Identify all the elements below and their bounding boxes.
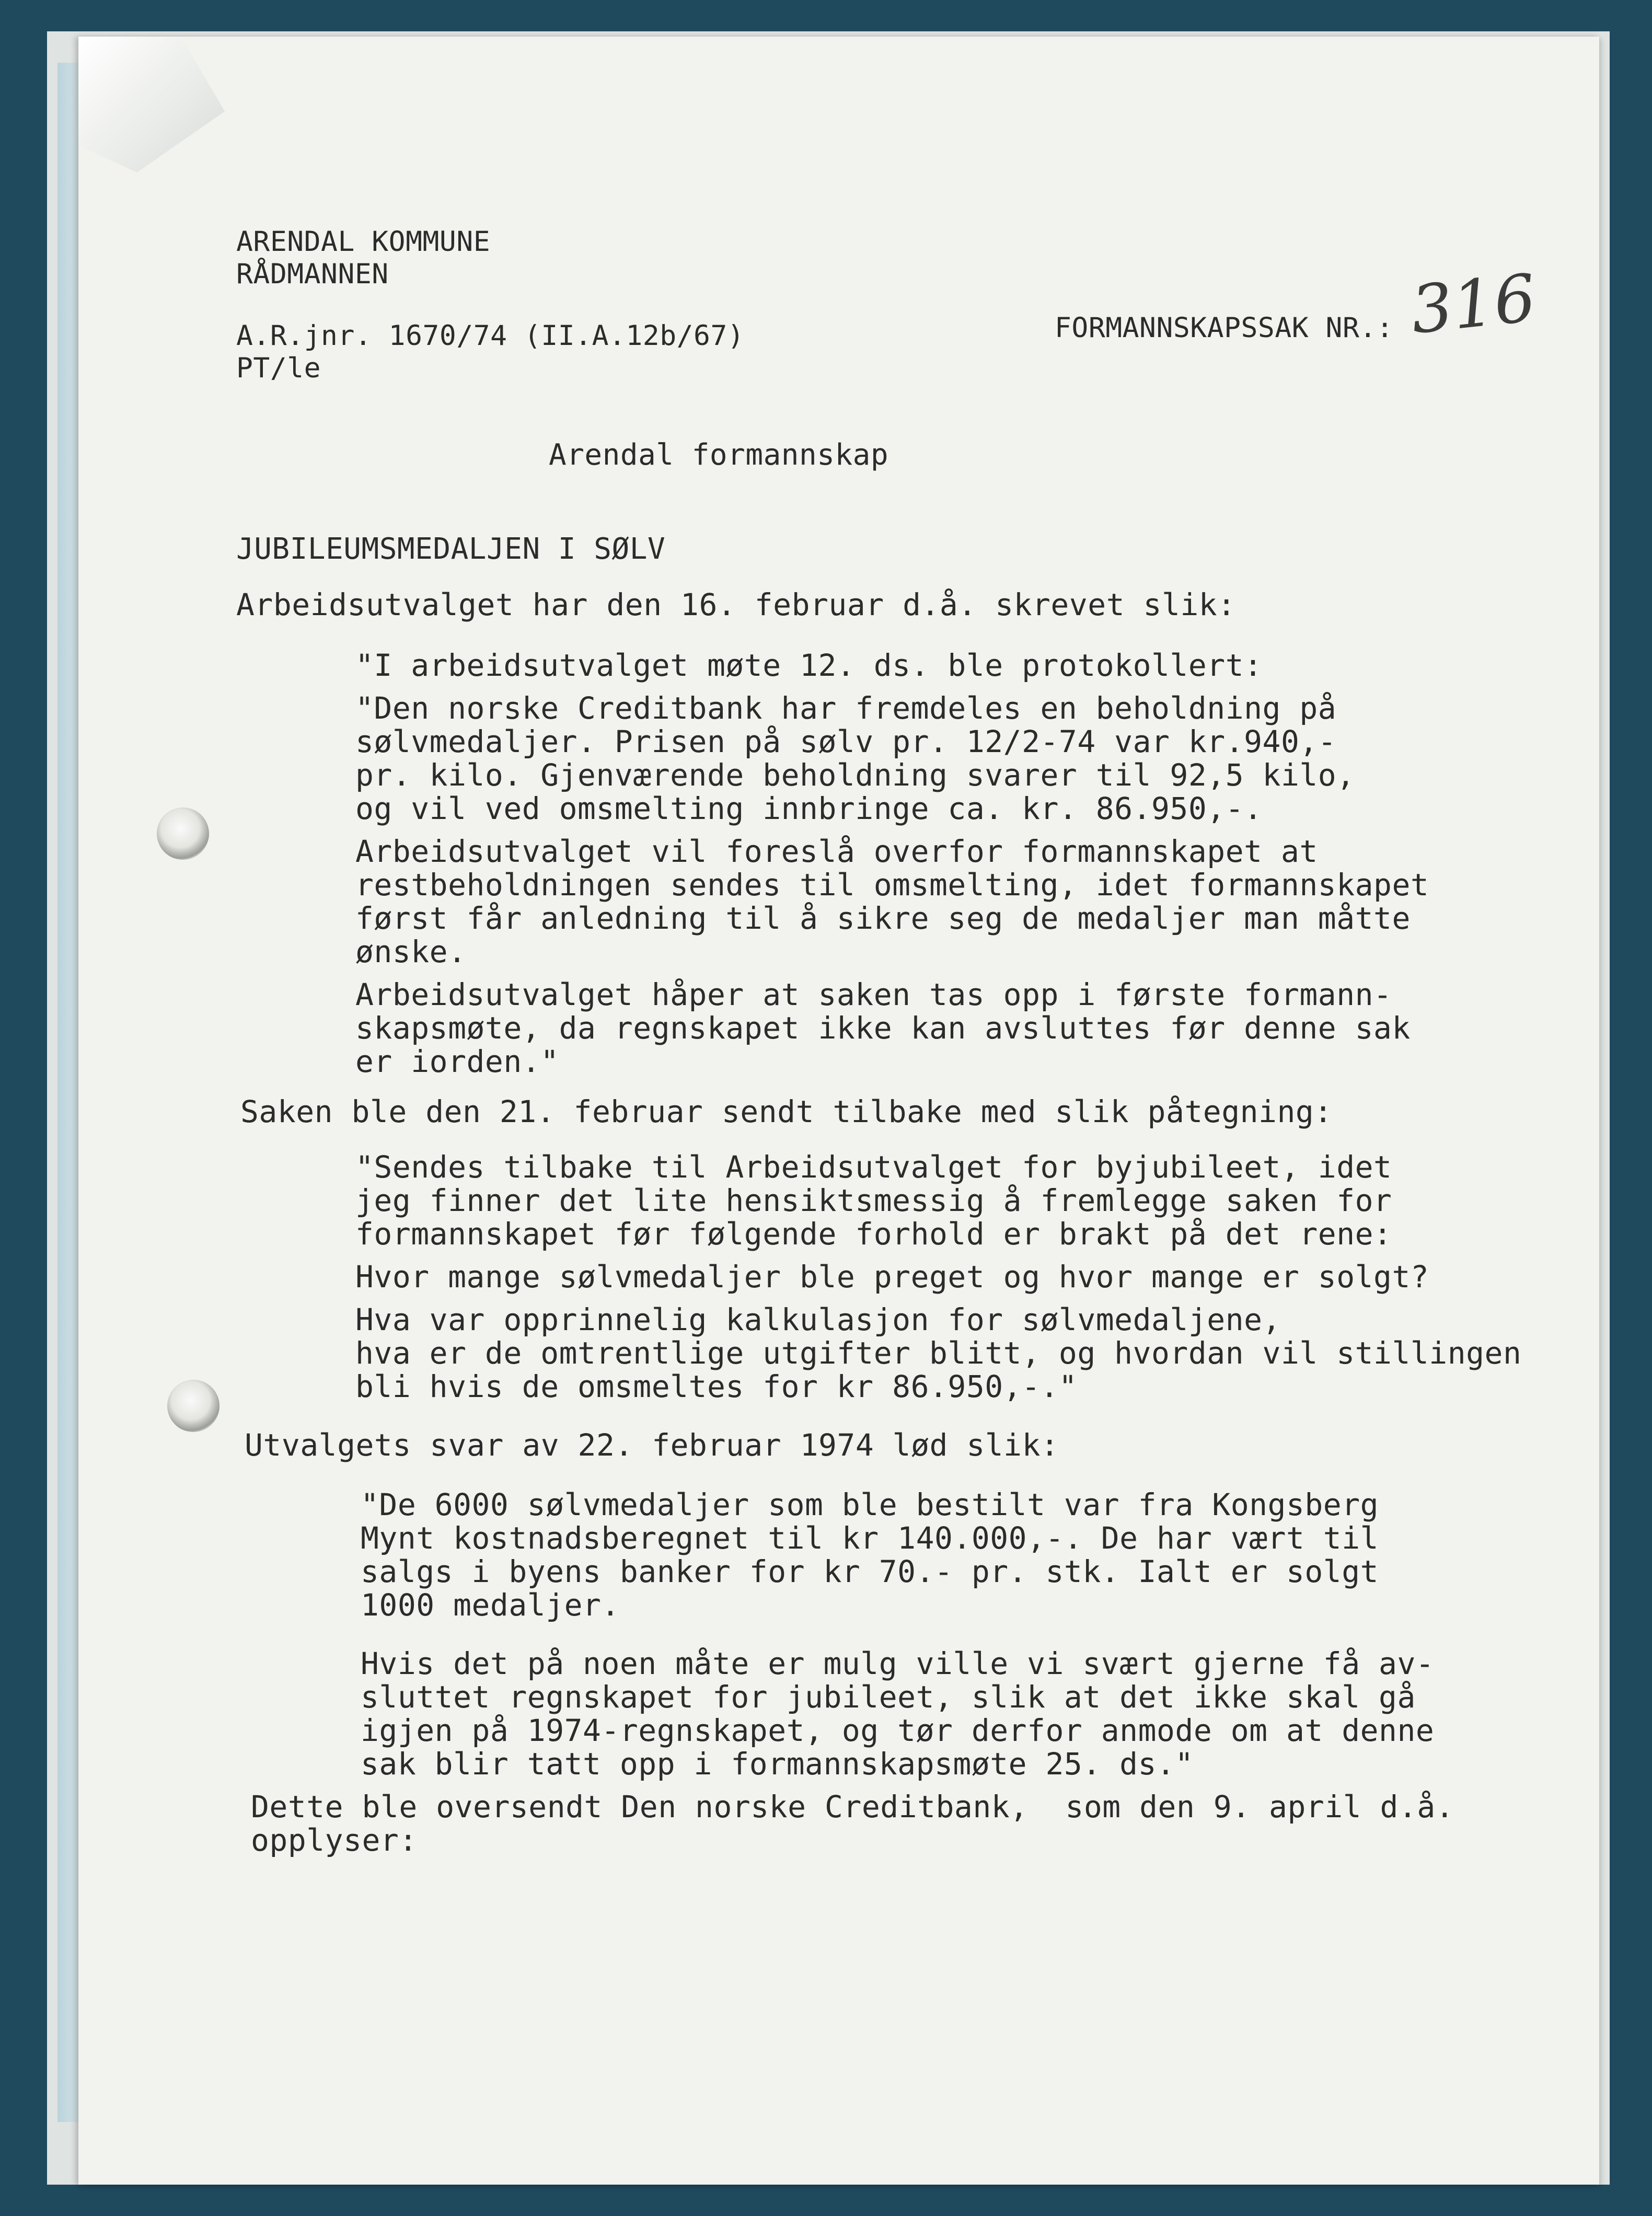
body-line: salgs i byens banker for kr 70.- pr. stk. Ialt er solgt [361,1554,1379,1589]
body-line: "Sendes tilbake til Arbeidsutvalget for byjubileet, idet [355,1149,1392,1185]
body-line: Arbeidsutvalget har den 16. februar d.å. skrevet slik: [236,587,1236,622]
body-line: skapsmøte, da regnskapet ikke kan avsluttes før denne sak [355,1010,1411,1046]
body-line: "I arbeidsutvalget møte 12. ds. ble protokollert: [355,648,1263,683]
org-name: ARENDAL KOMMUNE [236,226,491,258]
body-line: "De 6000 sølvmedaljer som ble bestilt var fra Kongsberg [361,1487,1379,1522]
journal-number: A.R.jnr. 1670/74 (II.A.12b/67) [236,320,745,352]
org-department: RÅDMANNEN [236,258,389,290]
body-line: Hvis det på noen måte er mulg ville vi svært gjerne få av- [361,1646,1435,1681]
body-line: sak blir tatt opp i formannskapsmøte 25. ds." [361,1746,1194,1782]
handwritten-case-number: 316 [1407,260,1540,349]
body-line: er iorden." [355,1044,559,1079]
body-line: "Den norske Creditbank har fremdeles en beholdning på [355,690,1337,726]
initials: PT/le [236,352,321,384]
case-label: FORMANNSKAPSSAK NR.: [1055,312,1394,344]
body-line: og vil ved omsmelting innbringe ca. kr. 86.950,-. [355,791,1263,826]
addressee: Arendal formannskap [549,438,889,472]
body-line: Hvor mange sølvmedaljer ble preget og hvor mange er solgt? [355,1259,1429,1295]
body-line: hva er de omtrentlige utgifter blitt, og hvordan vil stillingen [355,1335,1522,1371]
body-line: Utvalgets svar av 22. februar 1974 lød slik: [245,1427,1059,1463]
punch-hole-icon [157,807,209,860]
body-line: jeg finner det lite hensiktsmessig å fremlegge saken for [355,1183,1392,1218]
body-line: Dette ble oversendt Den norske Creditbank, som den 9. april d.å. [251,1789,1454,1825]
body-line: Arbeidsutvalget vil foreslå overfor formannskapet at [355,834,1318,869]
body-line: sluttet regnskapet for jubileet, slik at det ikke skal gå [361,1679,1416,1715]
body-line: restbeholdningen sendes til omsmelting, idet formannskapet [355,867,1429,903]
body-line: opplyser: [251,1822,418,1858]
body-line: Arbeidsutvalget håper at saken tas opp i første formann- [355,977,1392,1012]
body-line: først får anledning til å sikre seg de medaljer man måtte [355,901,1411,936]
body-line: pr. kilo. Gjenværende beholdning svarer til 92,5 kilo, [355,757,1355,793]
body-line: ønske. [355,934,467,970]
body-line: Hva var opprinnelig kalkulasjon for sølvmedaljene, [355,1302,1281,1337]
body-line: bli hvis de omsmeltes for kr 86.950,-." [355,1369,1078,1404]
punch-hole-icon [167,1380,220,1432]
body-line: igjen på 1974-regnskapet, og tør derfor anmode om at denne [361,1713,1435,1748]
body-line: sølvmedaljer. Prisen på sølv pr. 12/2-74 var kr.940,- [355,724,1337,759]
body-line: formannskapet før følgende forhold er brakt på det rene: [355,1216,1392,1252]
body-line: 1000 medaljer. [361,1587,620,1623]
body-line: Saken ble den 21. februar sendt tilbake med slik påtegning: [240,1094,1333,1129]
subject-heading: JUBILEUMSMEDALJEN I SØLV [236,532,666,566]
body-line: Mynt kostnadsberegnet til kr 140.000,-. De har vært til [361,1520,1379,1556]
